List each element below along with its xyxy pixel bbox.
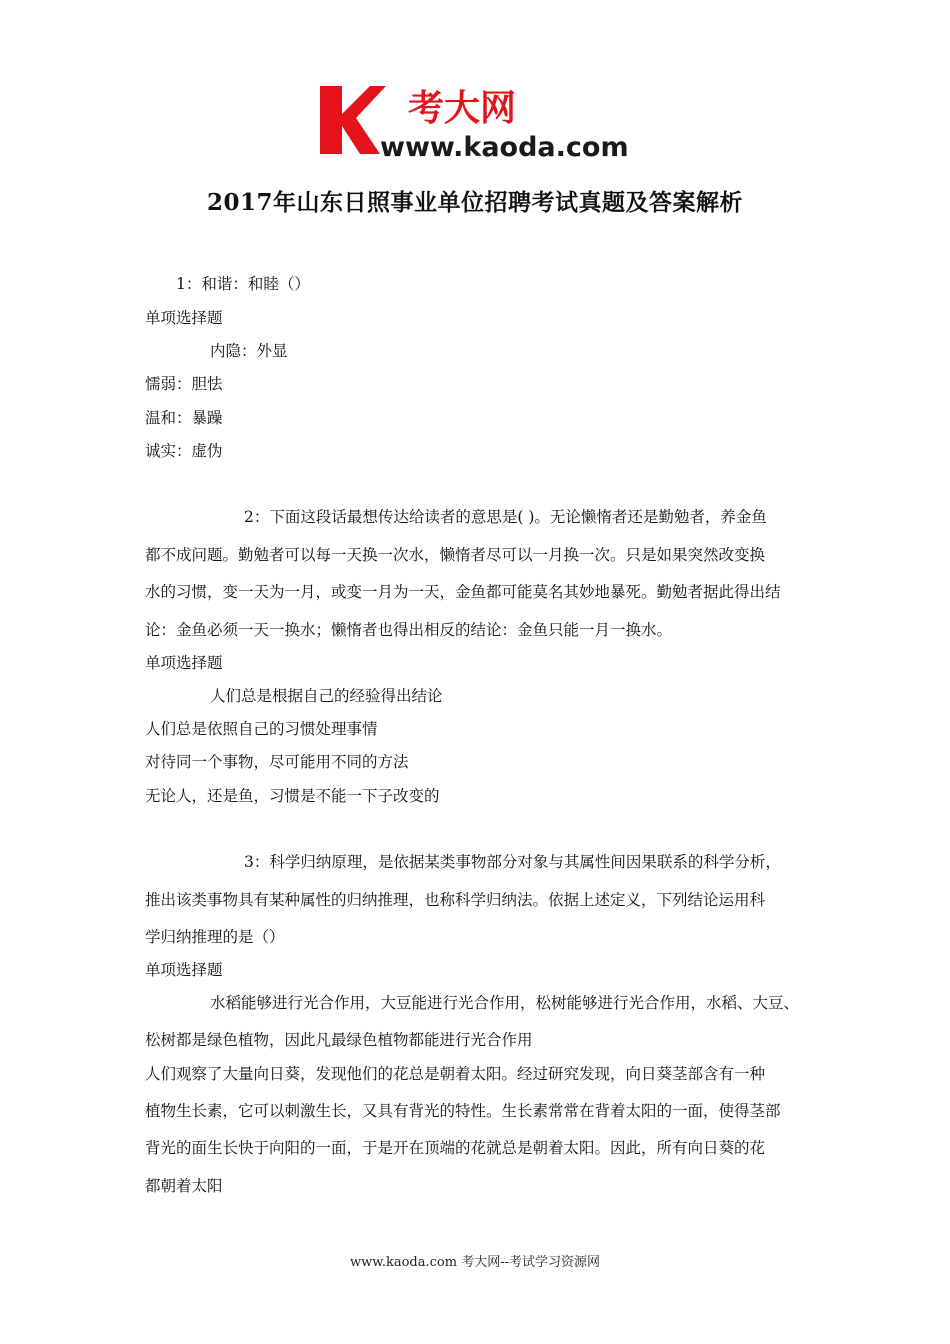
q3-option-a-line: 松树都是绿色植物，因此凡最绿色植物都能进行光合作用 <box>145 1031 533 1049</box>
q1-option-d: 诚实：虚伪 <box>145 442 223 460</box>
q2-stem-line: 水的习惯，变一天为一月，或变一月为一天，金鱼都可能莫名其妙地暴死。勤勉者据此得出结 <box>145 583 781 601</box>
q2-option-b: 人们总是依照自己的习惯处理事情 <box>145 720 378 738</box>
q2-stem-line: 论：金鱼必须一天一换水；懒惰者也得出相反的结论：金鱼只能一月一换水。 <box>145 621 673 639</box>
q2-stem-line: 2：下面这段话最想传达给读者的意思是( )。无论懒惰者还是勤勉者，养金鱼 <box>244 508 767 526</box>
q2-option-a: 人们总是根据自己的经验得出结论 <box>210 687 443 705</box>
q3-option-b-line: 人们观察了大量向日葵，发现他们的花总是朝着太阳。经过研究发现，向日葵茎部含有一种 <box>145 1065 766 1083</box>
q1-stem: 1：和谐：和睦（） <box>176 275 310 293</box>
q3-option-b-line: 植物生长素，它可以刺激生长，又具有背光的特性。生长素常常在背着太阳的一面，使得茎部 <box>145 1102 781 1120</box>
q3-stem-line: 学归纳推理的是（） <box>145 928 285 946</box>
q3-stem-line: 推出该类事物具有某种属性的归纳推理，也称科学归纳法。依据上述定义，下列结论运用科 <box>145 891 766 909</box>
q3-option-a-line: 水稻能够进行光合作用，大豆能进行光合作用，松树能够进行光合作用，水稻、大豆、 <box>210 994 800 1012</box>
q2-option-d: 无论人，还是鱼，习惯是不能一下子改变的 <box>145 787 440 805</box>
brand-url: www.kaoda.com <box>380 132 629 162</box>
q1-type: 单项选择题 <box>145 309 223 327</box>
kaoda-logo-graphic <box>316 80 640 162</box>
kaoda-logo <box>316 80 640 162</box>
q2-type: 单项选择题 <box>145 654 223 672</box>
q3-stem-line: 3：科学归纳原理，是依据某类事物部分对象与其属性间因果联系的科学分析， <box>244 853 781 871</box>
q2-stem-line: 都不成问题。勤勉者可以每一天换一次水，懒惰者尽可以一月换一次。只是如果突然改变换 <box>145 546 766 564</box>
q2-option-c: 对待同一个事物，尽可能用不同的方法 <box>145 753 409 771</box>
page-title: 2017年山东日照事业单位招聘考试真题及答案解析 <box>206 189 743 216</box>
page-footer: www.kaoda.com 考大网--考试学习资源网 <box>350 1255 600 1270</box>
q1-option-b: 懦弱：胆怯 <box>145 375 223 393</box>
q1-option-c: 温和：暴躁 <box>145 409 223 427</box>
brand-cn: 考大网 <box>408 88 517 129</box>
q3-type: 单项选择题 <box>145 961 223 979</box>
q3-option-b-line: 都朝着太阳 <box>145 1177 223 1195</box>
q1-option-a: 内隐：外显 <box>210 342 288 360</box>
k-mark-icon <box>320 86 386 154</box>
q3-option-b-line: 背光的面生长快于向阳的一面，于是开在顶端的花就总是朝着太阳。因此，所有向日葵的花 <box>145 1139 766 1157</box>
